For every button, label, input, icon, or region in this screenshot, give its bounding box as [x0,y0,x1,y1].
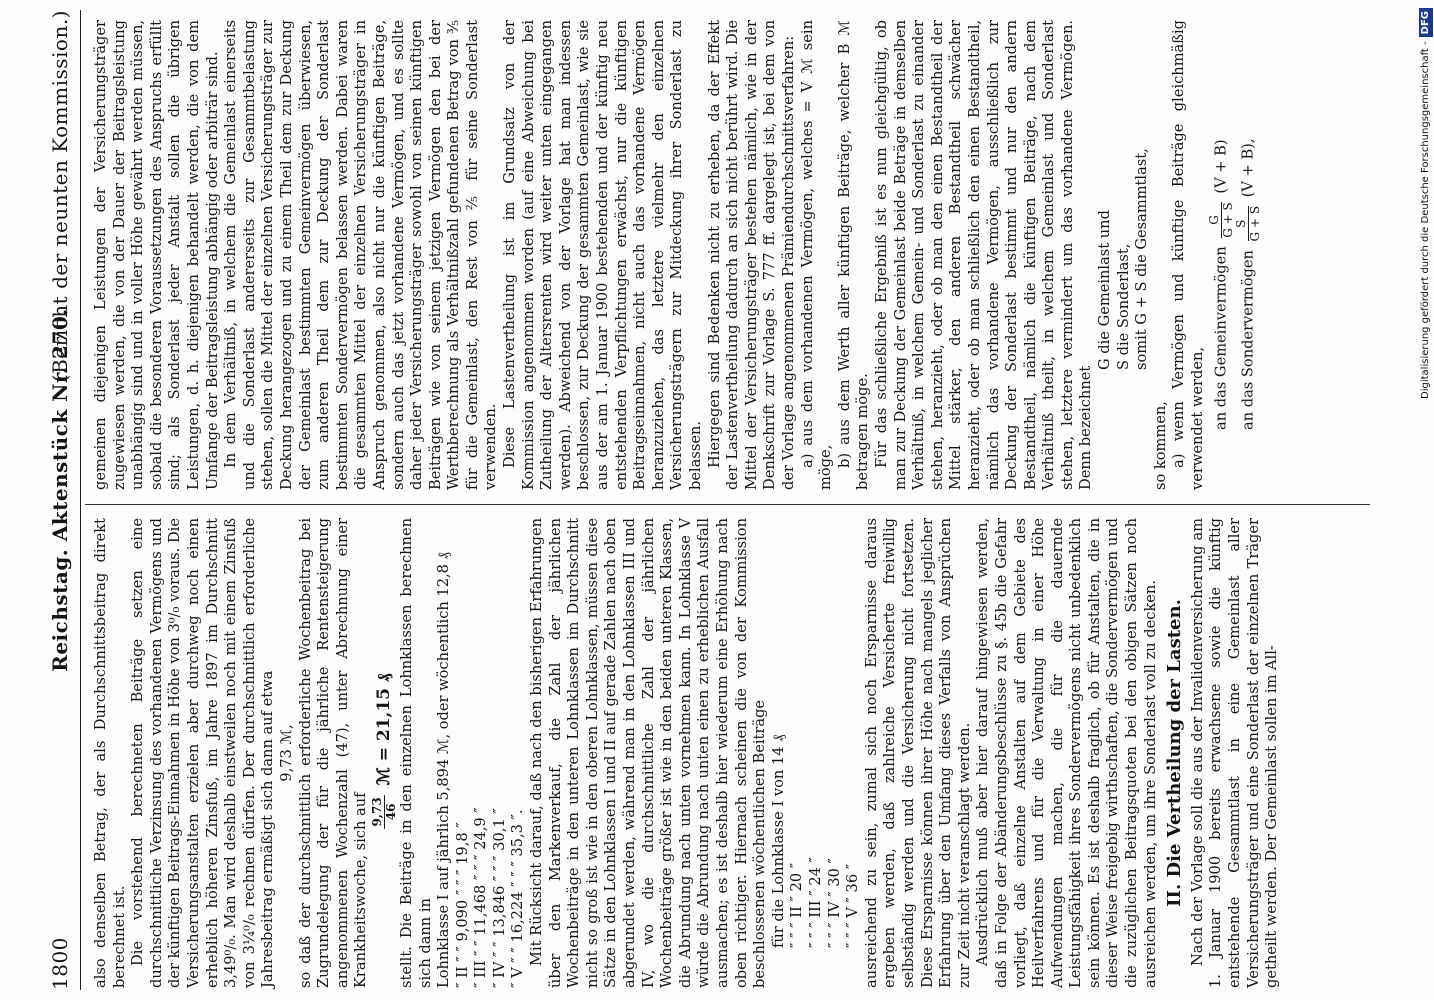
list-item: ″ ″ ″ V ″ 36 ″ [844,863,862,948]
list-item: Lohnklasse I auf jährlich 5,894 ℳ, oder wöchentlich 12,8 ₰ [435,552,453,988]
list-item: G die Gemeinlast und [1096,210,1114,370]
definition-list [1096,20,1152,490]
list-item: ″ III ″ ″ 11,468 ″ ″ ″ 24,9 ″ [472,807,490,988]
paragraph: also denselben Betrag, der als Durchschnittsbeitrag direkt berechnet ist. [92,518,128,988]
column-divider [85,504,1370,505]
paragraph: so kommen, [1151,401,1169,490]
rate-list [770,518,863,988]
list-item: S die Sonderlast, [1114,243,1132,370]
wage-class-list [435,518,528,988]
list-item: ″ ″ ″ II ″ 20 ″ [788,862,806,948]
equation: 9,73 46 ℳ = 21,15 ₰ [369,673,398,827]
fraction: 9,73 46 [369,797,398,827]
paragraph: Diese Lastenvertheilung ist im Grundsatz von der Kommission angenommen worden (auf eine Abweichung bei Zutheilung der Altersrenten wird weiter unten eingegangen werden). Abweichend von der Vorlage hat man indessen beschlossen, zur Deckung der gesammten Gemeinlast, wie sie aus der am 1. Januar 1900 bestehenden und der künftig neu entstehenden Verpflichtungen erwächst, nur die künftigen Beitragseinnahmen, nicht auch das vorhandene Vermögen heranzuziehen, das letztere vielmehr den einzelnen Versicherungsträgern zur Mitdeckung ihrer Sonderlast zu belassen. [501,20,704,490]
paragraph: Nach der Vorlage soll die aus der Invalidenversicherung am 1. Januar 1900 bereits erwachsene sowie die künftig entstehende Gesammtlast in eine Gemeinlast aller Versicherungsträger und eine Sonderlast der einzelnen Träger getheilt werden. Der Gemeinlast sollen im All- [1188,518,1281,988]
paragraph: Ausdrücklich muß aber hier darauf hingewiesen werden, daß in Folge der Abänderungsbeschlüsse zu §. 45b die Gefahr vorliegt, daß einzelne Anstalten auf dem Gebiete des Heilverfahrens und für die Verwaltung in einer Höhe Aufwendungen machen, die für die dauernde Leistungsfähigkeit ihres Sondervermögens nicht unbedenklich sein können. Es ist deshalb fraglich, ob für Anstalten, die in dieser Weise freigebig wirthschaften, die Sondervermögen und die zuzüglichen Beitragsquoten bei den obigen Sätzen noch ausreichen werden, um ihre Sonderlast voll zu decken. [974,518,1159,988]
paragraph: Hiergegen sind Bedenken nicht zu erheben, da der Effekt der Lastenvertheilung dadurch an sich nicht berührt wird. Die Mittel der Versicherungsträger bestehen nämlich, wie in der Denkschrift zur Vorlage S. 777 ff. dargelegt ist, bei dem von der Vorlage angenommenen Prämiendurchschnittsverfahren: [705,20,797,490]
running-header [40,10,81,990]
list-item: ″ IV ″ ″ 13,846 ″ ″ ″ 30,1 ″ [490,808,508,988]
document-title: Reichstag. Aktenstück Nr. 270. [48,308,72,672]
paragraph: so daß der durchschnittlich erforderliche Wochenbeitrag bei Zugrundelegung der für die jährliche Rentensteigerung angenommenen Wochenzahl (47), unter Abrechnung einer Krankheitswoche, sich auf [296,518,370,988]
equation: 9,73 ℳ, [277,724,295,782]
paragraph: Für das schließliche Ergebniß ist es nun gleichgültig, ob man zur Deckung der Gemeinlast beide Beträge in demselben Verhältniß, in welchem Gemein- und Sonderlast zu einander stehen, heranzieht, oder ob man den einen Bestandtheil der Mittel stärker, den anderen Bestandtheil schwächer heranzieht, oder ob man schließlich den einen Bestandtheil, nämlich das vorhandene Vermögen, ausschließlich zur Deckung der Sonderlast bestimmt und nur den andern Bestandtheil, nämlich die künftigen Beiträge, nach dem Verhältniß theilt, in welchem Gemeinlast und Sonderlast stehen, letztere vermindert um das vorhandene Vermögen. Denn bezeichnet [872,20,1095,490]
section-heading: II. Die Vertheilung der Lasten. [1164,599,1186,907]
fraction: G G + S [1206,202,1235,238]
list-item-a: a) wenn Vermögen und künftige Beiträge gleichmäßig verwendet werden, [1170,20,1207,490]
list-item-a: a) aus dem vorhandenen Vermögen, welches = V ℳ sein möge, [798,20,835,490]
paragraph: gemeinen diejenigen Leistungen der Versicherungsträger zugewiesen werden, die von der Dauer der Beitragsleistung unabhängig sind und in voller Höhe gewährt werden müssen, sobald die besonderen Voraussetzungen des Anspruchs erfüllt sind; als Sonderlast jeder Anstalt sollen die übrigen Leistungen, d. h. diejenigen behandelt werden, die von dem Umfange der Beitragsleistung abhängig oder arbiträr sind. [92,20,221,490]
right-column [92,20,1262,490]
paragraph: Die vorstehend berechneten Beiträge setzen eine durchschnittliche Verzinsung des vorhandenen Vermögens und der künftigen Beitrags-Einnahmen in Höhe von 3⁰/₀ voraus. Die Versicherungsanstalten erzielen aber durchweg noch einen erheblich höheren Zinsfuß, im Jahre 1897 im Durchschnitt 3,49⁰/₀. Man wird deshalb einstweilen noch mit einem Zinsfuß von 3¼⁰/₀ rechnen dürfen. Der durchschnittlich erforderliche Jahresbeitrag ermäßigt sich dann auf etwa [129,518,277,988]
page-number: 1800 [48,937,72,990]
formula-common: an das Gemeinvermögen G G + S (V + B) [1206,139,1235,430]
paragraph: Mit Rücksicht darauf, daß nach den bisherigen Erfahrungen über den Markenverkauf, die Zahl der jährlichen Wochenbeiträge in den unteren Lohnklassen im Durchschnitt nicht so groß ist wie in den oberen Lohnklassen, müssen diese Sätze in den Lohnklassen I und II auf gerade Zahlen nach oben abgerundet werden, während man in den Lohnklassen III und IV, wo die durchschnittliche Zahl der jährlichen Wochenbeiträge größer ist wie in den beiden unteren Klassen, die Abrundung nach unten vornehmen kann. In Lohnklasse V würde die Abrundung nach unten einen zu erheblichen Ausfall ausmachen; es ist deshalb hier wiederum eine Erhöhung nach oben richtiger. Hiernach scheinen die von der Kommission beschlossenen wöchentlichen Beiträge [528,518,769,988]
paragraph: ausreichend zu sein, zumal sich noch Ersparnisse daraus ergeben werden, daß zahlreiche Versicherte freiwillig selbständig werden und die Versicherung nicht fortsetzen. Diese Ersparnisse können ihrer Höhe nach mangels jeglicher Erfahrung über den Umfang dieses Verfalls von Ansprüchen zur Zeit nicht veranschlagt werden. [862,518,973,988]
list-item-b: b) aus dem Werth aller künftigen Beiträge, welcher B ℳ betragen möge. [835,20,872,490]
paragraph: stellt. Die Beiträge in den einzelnen Lohnklassen berechnen sich dann in [397,518,434,988]
left-column [92,518,1282,988]
list-item: ″ ″ ″ IV ″ 30 ″ [825,858,843,948]
list-item: für die Lohnklasse I von 14 ₰ [769,734,787,948]
list-item: ″ ″ ″ III ″ 24 ″ [806,857,824,948]
list-item: somit G + S die Gesammtlast, [1133,148,1151,370]
report-title: (Bericht der neunten Kommission.) [48,10,72,383]
list-item: ″ II ″ ″ 9,090 ″ ″ ″ 19,8 ″ [453,822,471,988]
formula-special: an das Sondervermögen S G + S (V + B), [1233,138,1262,430]
digitization-stamp [1418,8,1434,992]
stamp-text: Digitalisierung gefördert durch die Deutsche Forschungsgemeinschaft - [1420,41,1431,399]
list-item: ″ V ″ ″ 16,224 ″ ″ ″ 35,3 ″. [509,809,527,988]
fraction: S G + S [1233,205,1262,242]
dfg-logo: DFG [1419,8,1433,37]
paragraph: In dem Verhältniß, in welchem die Gemeinlast einerseits und die Sonderlast andererseits zur Gesammtbelastung stehen, sollen die Mittel der einzelnen Versicherungsträger zur Deckung herangezogen und zu einem Theil dem zur Deckung der Gemeinlast bestimmten Gemeinvermögen überwiesen, zum anderen Theil dem zur Deckung der Sonderlast bestimmten Sondervermögen belassen werden. Dabei waren die gesammten Mittel der einzelnen Versicherungsträger in Anspruch genommen, also nicht nur die künftigen Beiträge, sondern auch das jetzt vorhandene Vermögen, und es sollte daher jeder Versicherungsträger sowohl von seinen künftigen Beiträgen wie von seinem jetzigen Vermögen den bei der Werthberechnung als Verhältnißzahl gefundenen Betrag von ⅗ für die Gemeinlast, den Rest von ⅖ für seine Sonderlast verwenden. [222,20,500,490]
